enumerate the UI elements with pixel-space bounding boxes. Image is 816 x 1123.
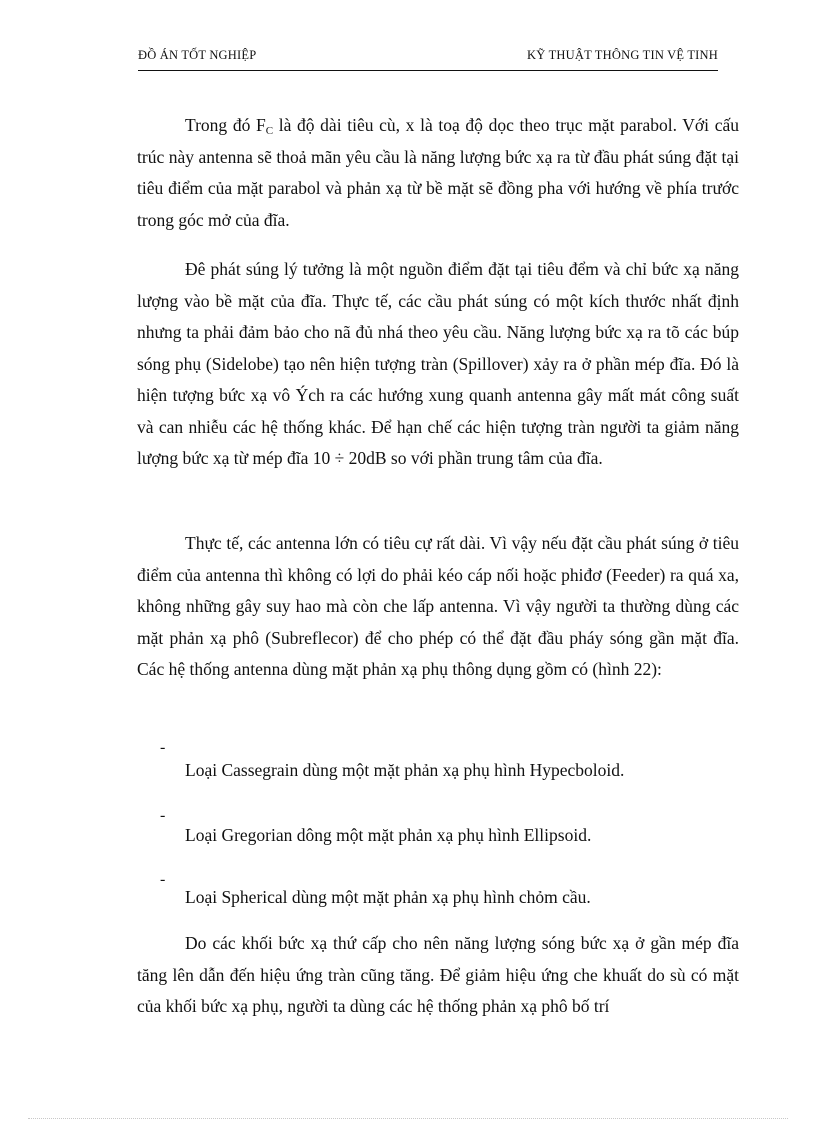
paragraph-3 [137, 528, 739, 686]
header-right-title: KỸ THUẬT THÔNG TIN VỆ TINH [527, 48, 718, 62]
paragraph-3-text: Thực tế, các antenna lớn có tiêu cự rất dài. Vì vậy nếu đặt cầu phát súng ở tiêu điểm của antenna thì không có lợi do phải kéo cáp nối hoặc phiđơ (Feeder) ra quá xa, không những gây suy hao mà còn che lấp antenna. Vì vậy người ta thường dùng các mặt phản xạ phô (Subreflecor) để cho phép có thể đặt đầu pháy sóng gần mặt đĩa. Các hệ thống antenna dùng mặt phản xạ phụ thông dụng gồm có (hình 22): [137, 533, 739, 679]
paragraph-1 [137, 110, 739, 236]
paragraph-1-rest: là độ dài tiêu cù, x là toạ độ dọc theo trục mặt parabol. Với cấu trúc này antenna sẽ thoả mãn yêu cầu là năng lượng bức xạ ra từ đầu phát súng đặt tại tiêu điểm của mặt parabol và phản xạ từ bề mặt sẽ đồng pha với hướng về phía trước trong góc mở của đĩa. [137, 115, 739, 230]
bullet-item-gregorian: Loại Gregorian dông một mặt phản xạ phụ hình Ellipsoid. [185, 825, 592, 845]
bullet-dash: - [160, 871, 166, 888]
bullet-item-cassegrain: Loại Cassegrain dùng một mặt phản xạ phụ hình Hypecboloid. [185, 760, 625, 780]
paragraph-4 [137, 928, 739, 1023]
header-divider [138, 70, 718, 71]
paragraph-2-text: Đê phát súng lý tưởng là một nguồn điểm đặt tại tiêu đểm và chỉ bức xạ năng lượng vào bề mặt của đĩa. Thực tế, các cầu phát súng có một kích thước nhất định nhưng ta phải đảm bảo cho nã đủ nhá theo yêu cầu. Năng lượng bức xạ ra tõ các búp sóng phụ (Sidelobe) tạo nên hiện tượng tràn (Spillover) xảy ra ở phần mép đĩa. Đó là hiện tượng bức xạ vô Ých ra các hướng xung quanh antenna gây mất mát công suất và can nhiễu các hệ thống khác. Để hạn chế các hiện tượng tràn người ta giảm năng lượng bức xạ từ mép đĩa 10 ÷ 20dB so với phần trung tâm của đĩa. [137, 259, 739, 468]
paragraph-1-start: Trong đó F [185, 115, 266, 135]
focal-subscript: C [265, 125, 274, 137]
bullet-dash: - [160, 807, 166, 824]
paragraph-2 [137, 254, 739, 475]
header-left-title: ĐỒ ÁN TỐT NGHIỆP [138, 48, 257, 62]
paragraph-4-text: Do các khối bức xạ thứ cấp cho nên năng lượng sóng bức xạ ở gần mép đĩa tăng lên dẫn đến hiệu ứng tràn cũng tăng. Để giảm hiệu ứng che khuất do sù có mặt của khối bức xạ phụ, người ta dùng các hệ thống phản xạ phô bố trí [137, 933, 739, 1016]
page-header [138, 48, 718, 68]
bullet-dash: - [160, 739, 166, 756]
bullet-item-spherical: Loại Spherical dùng một mặt phản xạ phụ hình chỏm cầu. [185, 887, 591, 907]
footer-divider [28, 1118, 788, 1119]
